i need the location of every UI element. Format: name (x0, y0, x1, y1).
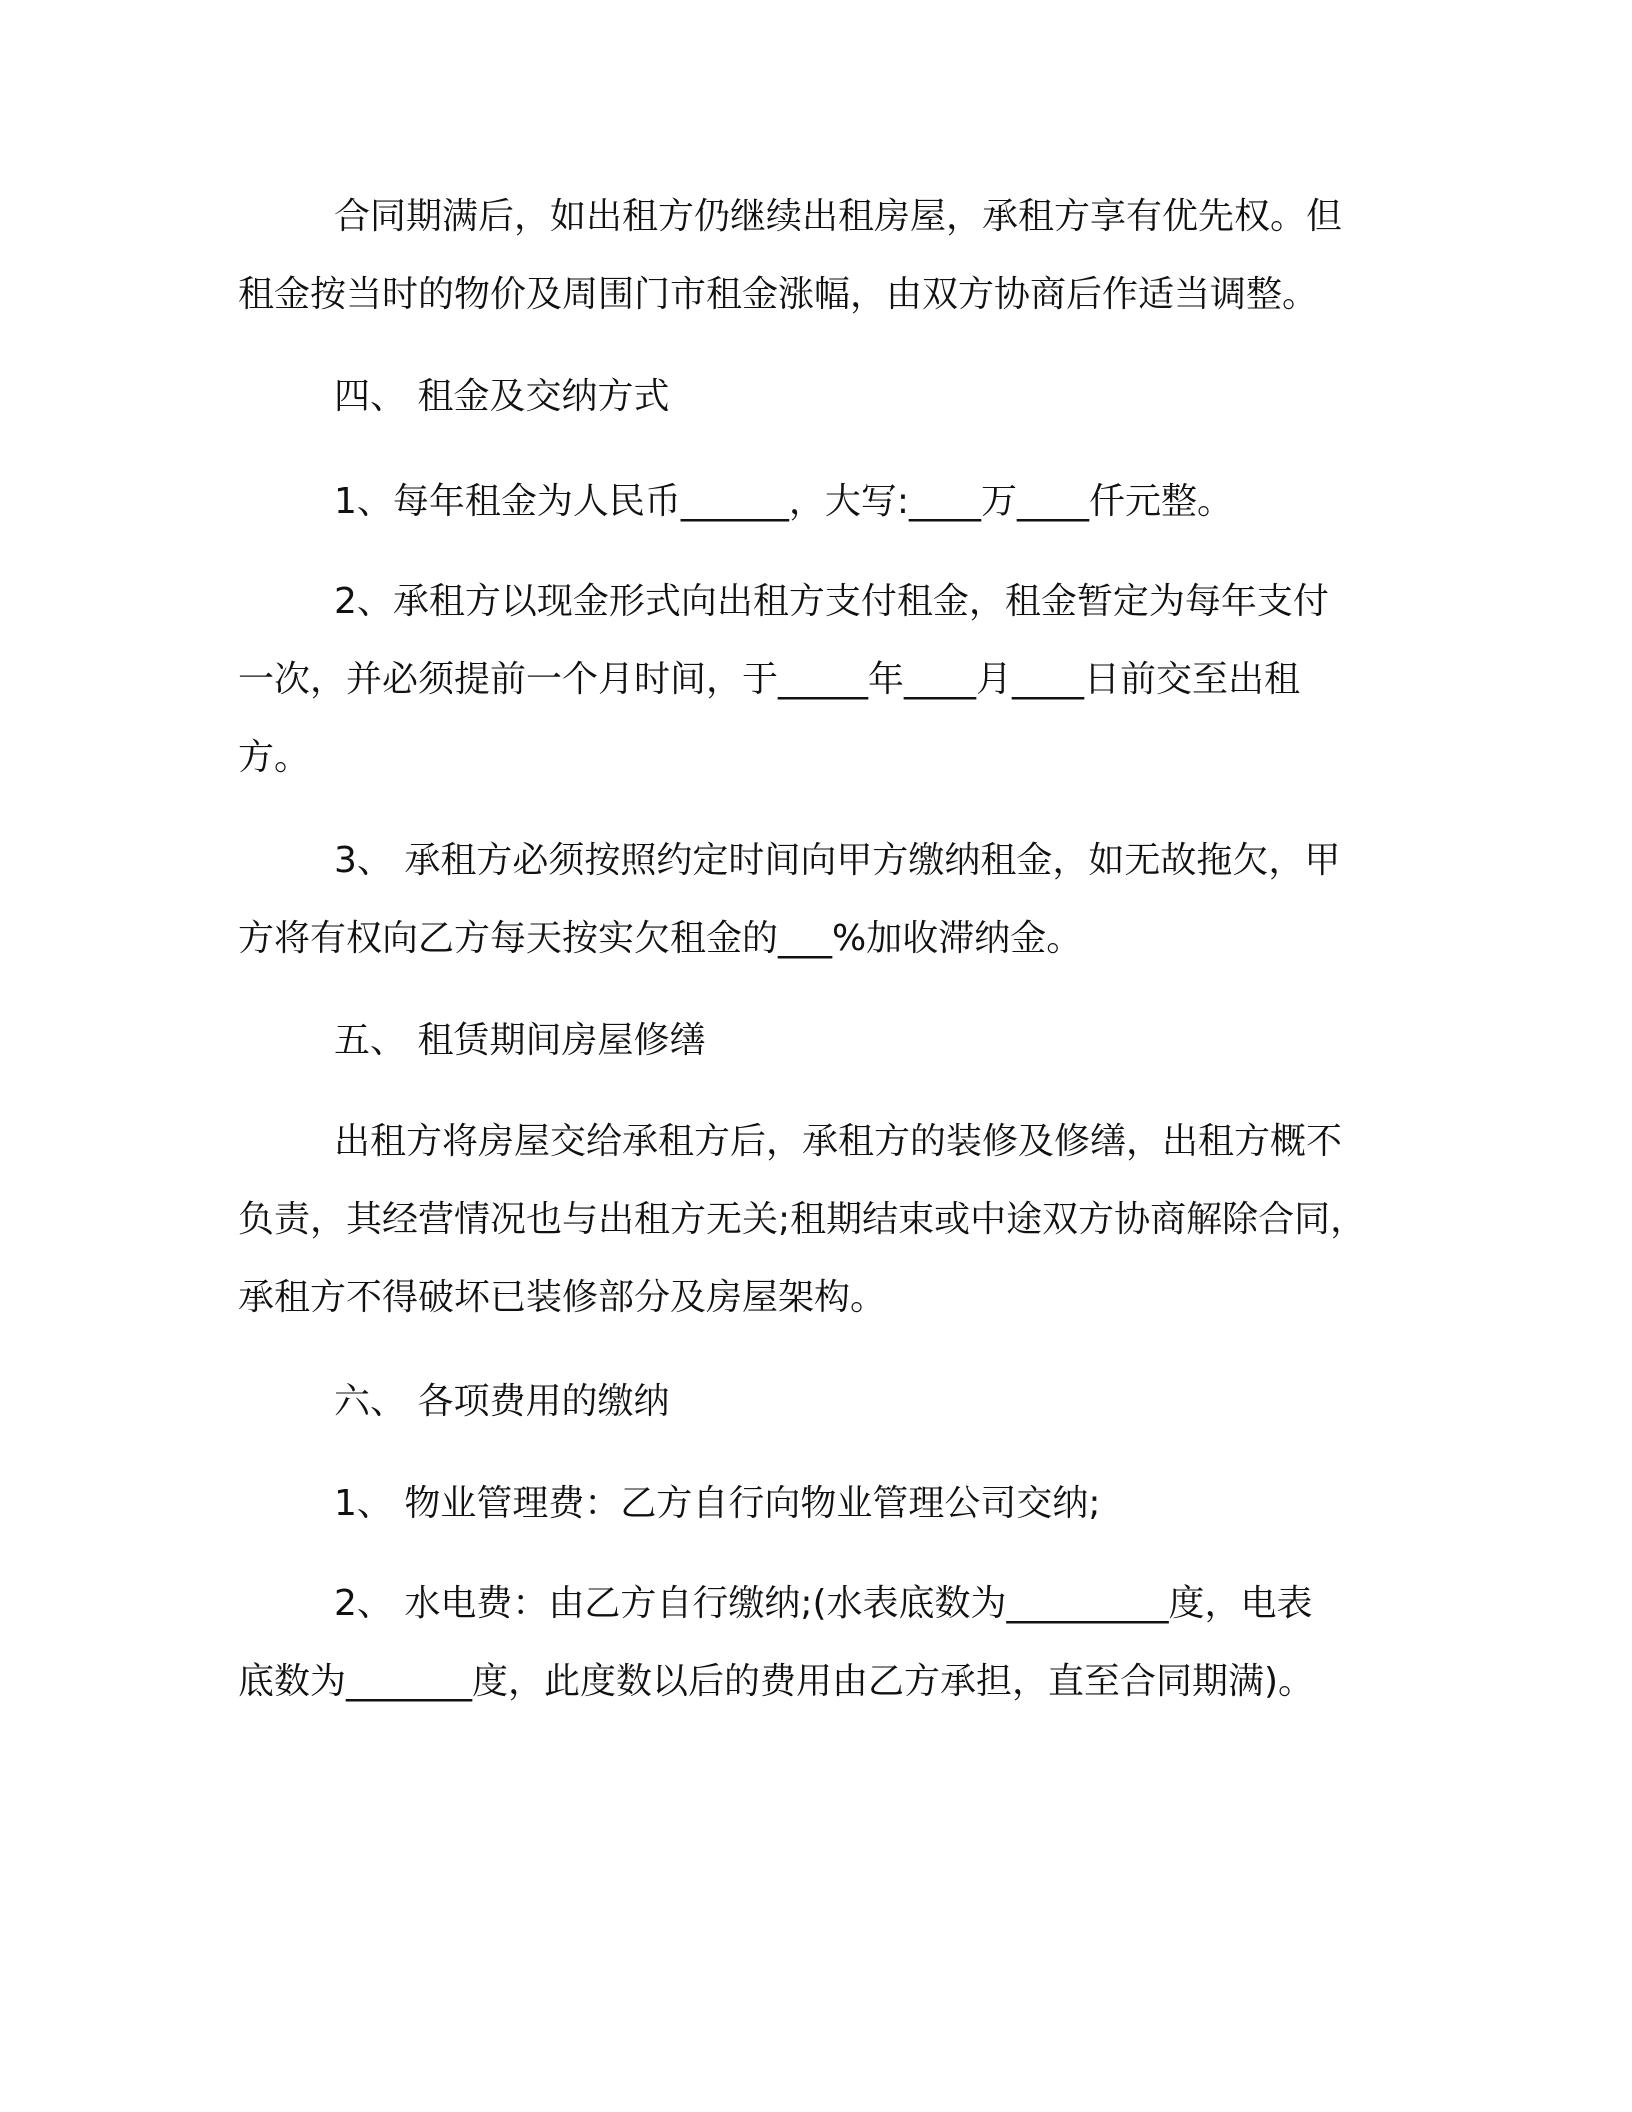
text-line: 2、 水电费：由乙方自行缴纳;(水表底数为_________度，电表 (334, 1583, 1313, 1624)
text-line: 1、每年租金为人民币______，大写:____万____仟元整。 (334, 481, 1234, 522)
text-line: 出租方将房屋交给承租方后，承租方的装修及修缮，出租方概不 (334, 1121, 1343, 1162)
section-heading-fees (238, 1363, 1398, 1441)
paragraph-late-fee (238, 822, 1398, 978)
text-line: 一次，并必须提前一个月时间，于_____年____月____日前交至出租 (238, 659, 1301, 700)
heading-text: 五、 租赁期间房屋修缮 (334, 1020, 706, 1061)
paragraph-annual-rent (238, 463, 1398, 541)
paragraph-repairs (238, 1103, 1398, 1337)
paragraph-utilities (238, 1565, 1398, 1721)
paragraph-payment-method (238, 563, 1398, 797)
text-line: 方将有权向乙方每天按实欠租金的___%加收滞纳金。 (238, 918, 1083, 959)
paragraph-property-fee (238, 1465, 1398, 1543)
heading-text: 四、 租金及交纳方式 (334, 376, 670, 417)
text-line: 合同期满后，如出租方仍继续出租房屋，承租方享有优先权。但 (334, 196, 1343, 237)
text-line: 承租方不得破坏已装修部分及房屋架构。 (238, 1277, 887, 1318)
text-line: 负责，其经营情况也与出租方无关;租期结束或中途双方协商解除合同， (238, 1199, 1367, 1240)
text-line: 底数为_______度，此度数以后的费用由乙方承担，直至合同期满)。 (238, 1661, 1315, 1702)
text-line: 方。 (238, 737, 311, 778)
text-line: 1、 物业管理费：乙方自行向物业管理公司交纳; (334, 1483, 1101, 1524)
text-line: 租金按当时的物价及周围门市租金涨幅，由双方协商后作适当调整。 (238, 274, 1319, 315)
heading-text: 六、 各项费用的缴纳 (334, 1381, 670, 1422)
section-heading-repairs (238, 1002, 1398, 1080)
section-heading-rent (238, 358, 1398, 436)
text-line: 3、 承租方必须按照约定时间向甲方缴纳租金，如无故拖欠，甲 (334, 840, 1341, 881)
paragraph-renewal (238, 178, 1398, 334)
text-line: 2、承租方以现金形式向出租方支付租金，租金暂定为每年支付 (334, 581, 1329, 622)
